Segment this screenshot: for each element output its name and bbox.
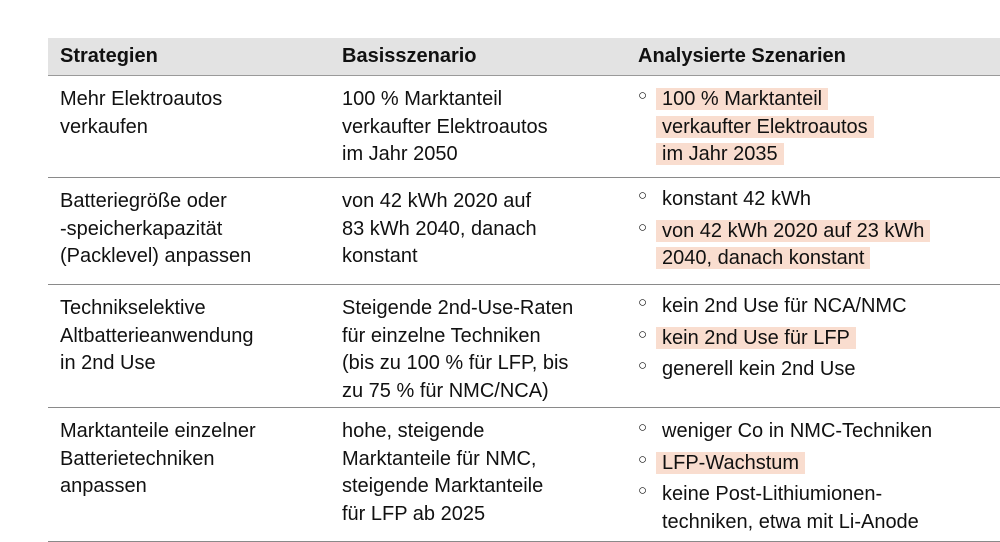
strategy-table [48, 38, 1000, 542]
scenario-line: kein 2nd Use für NCA/NMC [662, 295, 907, 317]
table-row [48, 285, 1000, 408]
scenario-item [638, 293, 1000, 321]
scenario-item [638, 450, 1000, 478]
base-line: 100 % Marktanteil [342, 88, 503, 110]
scenario-item [638, 218, 1000, 273]
base-line: konstant [342, 245, 418, 267]
strategy-line: verkaufen [60, 115, 148, 138]
scenario-line: keine Post-Lithiumionen- [662, 483, 883, 505]
scenario-line-highlighted: verkaufter Elektroautos [656, 116, 874, 138]
base-line: im Jahr 2050 [342, 143, 458, 165]
scenario-item [638, 356, 1000, 384]
scenario-line-highlighted: 100 % Marktanteil [656, 88, 828, 110]
strategy-line: (Packlevel) anpassen [60, 245, 252, 267]
scenario-line-highlighted: im Jahr 2035 [656, 143, 784, 165]
table-row [48, 408, 1000, 542]
strategy-cell [48, 178, 338, 284]
bullet-icon: ○ [638, 357, 648, 374]
base-line: (bis zu 100 % für LFP, bis [342, 352, 569, 374]
scenario-list [638, 293, 1000, 384]
scenario-list [638, 86, 1000, 169]
strategy-line: Batteriegröße oder [60, 190, 227, 212]
base-line: für LFP ab 2025 [342, 502, 486, 525]
strategy-line: Batterietechniken [60, 447, 215, 470]
scenario-item [638, 86, 1000, 169]
strategy-line: Technikselektive [60, 297, 206, 319]
strategy-cell [48, 408, 338, 541]
base-line: 83 kWh 2040, danach [342, 217, 537, 240]
strategy-line: in 2nd Use [60, 352, 156, 374]
strategy-line: -speicherkapazität [60, 217, 223, 240]
scenario-list [638, 186, 1000, 273]
base-cell [338, 285, 636, 407]
bullet-icon: ○ [638, 187, 648, 204]
scenario-line-highlighted: kein 2nd Use für LFP [656, 327, 856, 349]
base-cell [338, 178, 636, 284]
base-line: hohe, steigende [342, 420, 485, 442]
scenario-cell [636, 76, 1000, 177]
scenario-line: konstant 42 kWh [662, 188, 811, 210]
table-row [48, 76, 1000, 178]
scenario-line: generell kein 2nd Use [662, 358, 856, 380]
strategy-line: Altbatterieanwendung [60, 324, 254, 347]
scenario-cell [636, 408, 1000, 541]
base-line: von 42 kWh 2020 auf [342, 190, 532, 212]
bullet-icon: ○ [638, 294, 648, 311]
base-line: verkaufter Elektroautos [342, 115, 548, 138]
scenario-item [638, 186, 1000, 214]
base-line: zu 75 % für NMC/NCA) [342, 379, 549, 402]
header-analysierte-szenarien: Analysierte Szenarien [638, 44, 846, 67]
base-line: steigende Marktanteile [342, 475, 544, 497]
bullet-icon: ○ [638, 218, 648, 236]
scenario-line-highlighted: von 42 kWh 2020 auf 23 kWh [656, 220, 930, 242]
bullet-icon: ○ [638, 419, 648, 436]
scenario-line: weniger Co in NMC-Techniken [662, 420, 933, 442]
scenario-item [638, 325, 1000, 353]
strategy-line: anpassen [60, 475, 147, 497]
base-cell [338, 408, 636, 541]
base-line: Marktanteile für NMC, [342, 447, 537, 470]
strategy-line: Mehr Elektroautos [60, 88, 223, 110]
strategy-cell [48, 285, 338, 407]
scenario-item [638, 481, 1000, 536]
base-line: Steigende 2nd-Use-Raten [342, 297, 574, 319]
scenario-line-highlighted: 2040, danach konstant [656, 247, 870, 269]
scenario-line: techniken, etwa mit Li-Anode [662, 510, 919, 533]
strategy-line: Marktanteile einzelner [60, 420, 256, 442]
table-row [48, 178, 1000, 285]
scenario-item [638, 418, 1000, 446]
bullet-icon: ○ [638, 482, 648, 499]
header-basisszenario: Basisszenario [342, 44, 477, 67]
scenario-cell [636, 178, 1000, 284]
base-line: für einzelne Techniken [342, 324, 541, 347]
bullet-icon: ○ [638, 87, 648, 104]
scenario-line-highlighted: LFP-Wachstum [656, 452, 805, 474]
table-header [48, 38, 1000, 76]
bullet-icon: ○ [638, 450, 648, 468]
header-strategien: Strategien [60, 44, 158, 67]
bullet-icon: ○ [638, 325, 648, 343]
strategy-cell [48, 76, 338, 177]
scenario-cell [636, 285, 1000, 407]
base-cell [338, 76, 636, 177]
scenario-list [638, 418, 1000, 536]
